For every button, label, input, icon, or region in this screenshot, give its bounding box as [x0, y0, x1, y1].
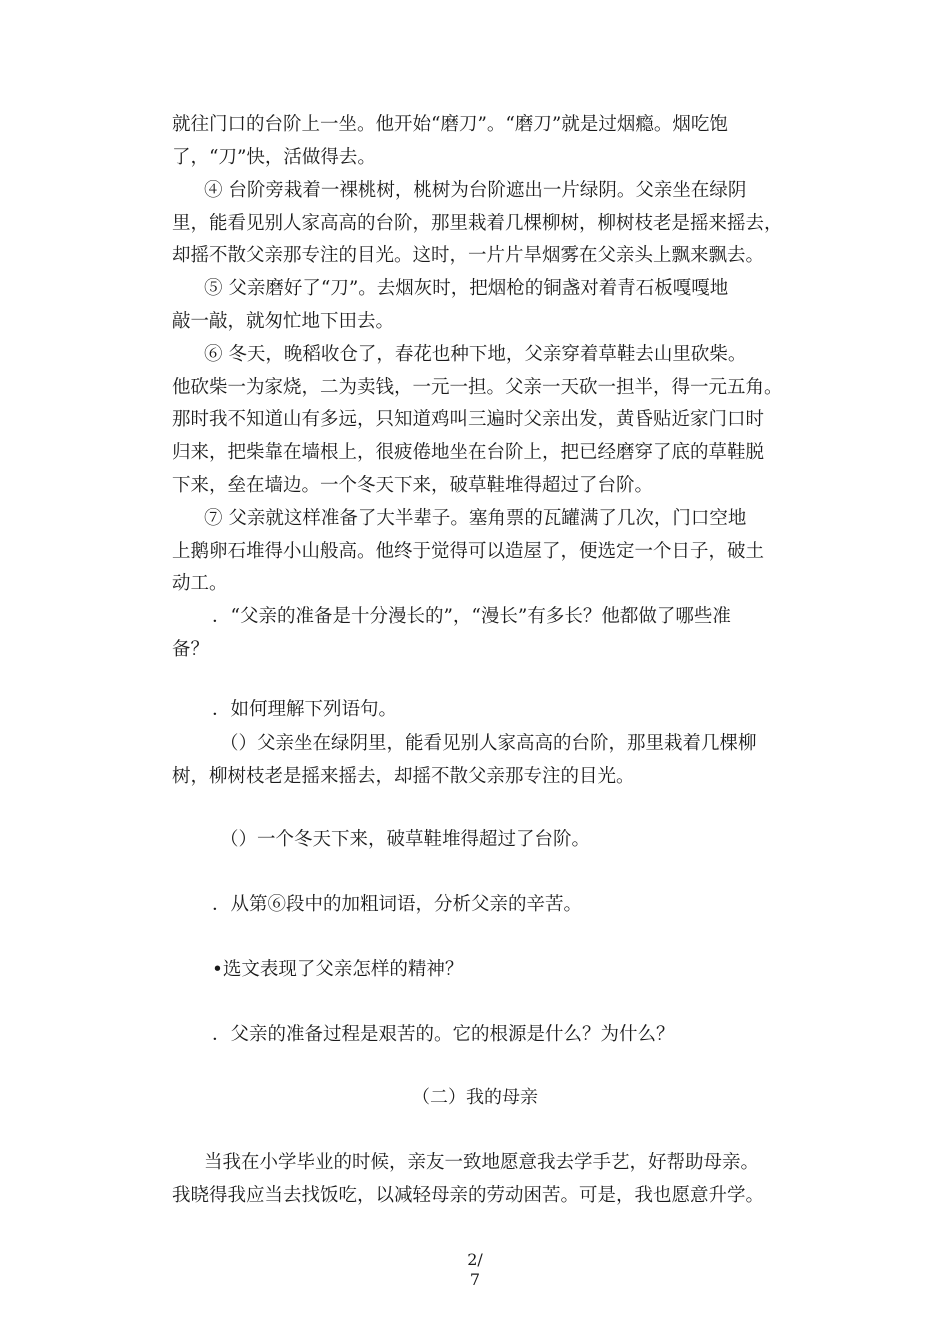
question-line: ．如何理解下列语句。 — [212, 699, 398, 720]
question-line: 树，柳树枝老是摇来摇去，却摇不散父亲那专注的目光。 — [172, 766, 635, 787]
text-line: 却摇不散父亲那专注的目光。这时，一片片旱烟雾在父亲头上飘来飘去。 — [172, 245, 765, 266]
text-line: 下来，垒在墙边。一个冬天下来，破草鞋堆得超过了台阶。 — [172, 475, 654, 496]
question-line: （）一个冬天下来，破草鞋堆得超过了台阶。 — [220, 829, 591, 850]
text-line: 就往门口的台阶上一坐。他开始“磨刀”。“磨刀”就是过烟瘾。烟吃饱 — [172, 114, 728, 135]
question-line: •选文表现了父亲怎样的精神？ — [212, 959, 464, 980]
text-line: 敲一敲，就匆忙地下田去。 — [172, 311, 395, 332]
text-line: 我晓得我应当去找饭吃，以减轻母亲的劳动困苦。可是，我也愿意升学。 — [172, 1185, 765, 1206]
question-line: ．从第⑥段中的加粗词语，分析父亲的辛苦。 — [212, 894, 583, 915]
text-line: ④ 台阶旁栽着一裸桃树，桃树为台阶遮出一片绿阴。父亲坐在绿阴 — [204, 180, 747, 201]
section-title: （二）我的母亲 — [412, 1087, 538, 1108]
text-line: 归来，把柴靠在墙根上，很疲倦地坐在台阶上，把已经磨穿了底的草鞋脱 — [172, 442, 765, 463]
text-line: 上鹅卵石堆得小山般高。他终于觉得可以造屋了，便选定一个日子，破土 — [172, 541, 765, 562]
text-line: ⑦ 父亲就这样准备了大半辈子。塞角票的瓦罐满了几次，门口空地 — [204, 508, 747, 529]
question-line: ．“父亲的准备是十分漫长的”，“漫长”有多长？他都做了哪些准 — [212, 606, 731, 627]
text-line: ⑥ 冬天，晚稻收仓了，春花也种下地，父亲穿着草鞋去山里砍柴。 — [204, 344, 747, 365]
page-total: 7 — [469, 1270, 481, 1289]
page-number: 2/ — [467, 1250, 483, 1269]
text-line: 动工。 — [172, 573, 228, 594]
text-line: 他砍柴一为家烧，二为卖钱，一元一担。父亲一天砍一担半，得一元五角。 — [172, 377, 783, 398]
text-line: 里，能看见别人家高高的台阶，那里栽着几棵柳树，柳树枝老是摇来摇去， — [172, 213, 783, 234]
question-line: 备？ — [172, 639, 210, 660]
text-line: 了，“刀”快，活做得去。 — [172, 147, 376, 168]
text-line: 当我在小学毕业的时候，亲友一致地愿意我去学手艺，好帮助母亲。 — [204, 1152, 760, 1173]
text-line: ⑤ 父亲磨好了“刀”。去烟灰时，把烟枪的铜盏对着青石板嘎嘎地 — [204, 278, 729, 299]
question-line: （）父亲坐在绿阴里，能看见别人家高高的台阶，那里栽着几棵柳 — [220, 733, 757, 754]
question-line: ．父亲的准备过程是艰苦的。它的根源是什么？为什么？ — [212, 1024, 675, 1045]
text-line: 那时我不知道山有多远，只知道鸡叫三遍时父亲出发，黄昏贴近家门口时 — [172, 409, 765, 430]
